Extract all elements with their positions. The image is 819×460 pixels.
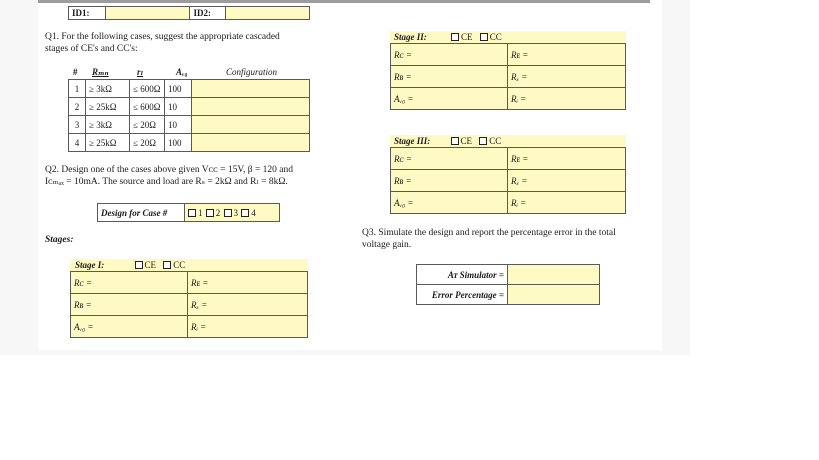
stage1-ce-checkbox[interactable]	[135, 261, 143, 269]
stage1-table	[70, 271, 308, 338]
case-4-label: 4	[251, 207, 256, 218]
stage1-title: Stage I:	[75, 259, 105, 270]
stage3-header	[390, 135, 626, 147]
id2-label: ID2:	[190, 7, 225, 20]
stage2-rx-field[interactable]	[508, 66, 626, 88]
q1-line1: Q1. For the following cases, suggest the appropriate cascaded	[45, 32, 280, 42]
stage2-ri-field[interactable]	[508, 88, 626, 110]
case-rin: ≥ 25kΩ	[86, 98, 130, 116]
stage2-rc-field[interactable]	[391, 44, 508, 66]
stage1-rb-field[interactable]	[71, 294, 188, 316]
case-rin: ≥ 3kΩ	[86, 80, 130, 98]
stage2-header	[390, 31, 626, 43]
case-num: 4	[69, 134, 86, 152]
rx-label: Rₓ =	[191, 299, 208, 310]
stage2-cc-checkbox[interactable]	[480, 33, 488, 41]
case-4-checkbox[interactable]	[241, 209, 249, 217]
stage1-header	[70, 259, 308, 271]
case-av: 10	[165, 116, 192, 134]
stages-heading: Stages:	[45, 235, 74, 245]
case-av: 100	[165, 80, 192, 98]
q1-line2: stages of CE's and CC's:	[45, 43, 138, 54]
stage3-rx-field[interactable]	[508, 170, 626, 192]
stage2-table	[390, 43, 626, 110]
header-rin: Rₘₙ	[92, 67, 109, 77]
header-configuration: Configuration	[226, 67, 278, 77]
case-av: 100	[165, 134, 192, 152]
stage2-ce-checkbox[interactable]	[451, 33, 459, 41]
stage2-re-field[interactable]	[508, 44, 626, 66]
q2-line1: Q2. Design one of the cases above given Vᴄᴄ = 15V, β = 120 and	[45, 165, 294, 175]
case-1-label: 1	[198, 207, 203, 218]
case-rin: ≥ 3kΩ	[86, 116, 130, 134]
ri-label: Rᵢ =	[191, 321, 207, 332]
case-rl: ≤ 600Ω	[130, 98, 165, 116]
q3-line1: Q3. Simulate the design and report the percentage error in the total	[362, 228, 616, 238]
rc-label: Rᴄ =	[394, 49, 412, 60]
header-rl: rₗ	[137, 67, 144, 77]
case-num: 1	[69, 80, 86, 98]
av-label: Aᵥ₀ =	[74, 321, 94, 332]
stage2-ce-label: CE	[461, 31, 473, 42]
stage3-table	[390, 147, 626, 214]
case-num: 3	[69, 116, 86, 134]
header-av: Aᵥ₀	[176, 67, 188, 77]
id-table	[68, 6, 310, 20]
stage1-rc-field[interactable]	[71, 272, 188, 294]
stage1-cc-checkbox[interactable]	[163, 261, 171, 269]
rc-label: Rᴄ =	[394, 153, 412, 164]
rb-label: Rʙ =	[74, 299, 92, 310]
stage3-cc-checkbox[interactable]	[479, 137, 487, 145]
stage3-ri-field[interactable]	[508, 192, 626, 214]
q1-text	[45, 32, 337, 55]
re-label: Rᴇ =	[191, 277, 209, 288]
id1-label: ID1:	[69, 7, 106, 20]
case-rl: ≤ 20Ω	[130, 116, 165, 134]
error-percentage-label: Error Percentage =	[417, 285, 508, 305]
q1-cases-table	[68, 79, 310, 152]
q2-line2: Iᴄₘₐₓ = 10mA. The source and load are Rₛ = 2kΩ and Rₗ = 8kΩ.	[45, 176, 288, 187]
case-row	[69, 134, 310, 152]
av-label: Aᵥ₀ =	[394, 197, 414, 208]
stage3-rb-field[interactable]	[391, 170, 508, 192]
av-simulator-label: Aᴛ Simulator =	[417, 265, 508, 285]
case-row	[69, 80, 310, 98]
ri-label: Rᵢ =	[511, 93, 527, 104]
re-label: Rᴇ =	[511, 49, 529, 60]
case-configuration-field[interactable]	[192, 134, 310, 152]
top-rule	[38, 0, 650, 3]
stage2-title: Stage II:	[394, 31, 427, 42]
design-case-label: Design for Case #	[98, 204, 185, 222]
stage1-cc-label: CC	[173, 259, 186, 270]
case-2-label: 2	[215, 207, 221, 218]
q3-results-table	[416, 264, 600, 305]
case-3-checkbox[interactable]	[224, 209, 232, 217]
rb-label: Rʙ =	[394, 71, 412, 82]
case-row	[69, 98, 310, 116]
stage1-ri-field[interactable]	[188, 316, 308, 338]
case-3-label: 3	[233, 207, 238, 218]
stage2-rb-field[interactable]	[391, 66, 508, 88]
error-percentage-field[interactable]	[508, 285, 600, 305]
stage2-av-field[interactable]	[391, 88, 508, 110]
ri-label: Rᵢ =	[511, 197, 527, 208]
case-1-checkbox[interactable]	[188, 209, 196, 217]
stage3-ce-checkbox[interactable]	[451, 137, 459, 145]
case-configuration-field[interactable]	[192, 80, 310, 98]
q3-line2: voltage gain.	[362, 239, 412, 250]
q3-text	[362, 228, 662, 251]
av-label: Aᵥ₀ =	[394, 93, 414, 104]
design-case-options	[185, 204, 280, 222]
case-rl: ≤ 20Ω	[130, 134, 165, 152]
stage3-av-field[interactable]	[391, 192, 508, 214]
rx-label: Rₓ =	[511, 175, 528, 186]
stage1-rx-field[interactable]	[188, 294, 308, 316]
stage3-cc-label: CC	[489, 135, 502, 146]
id2-field[interactable]	[225, 7, 309, 20]
stage1-re-field[interactable]	[188, 272, 308, 294]
re-label: Rᴇ =	[511, 153, 529, 164]
stage3-title: Stage III:	[394, 135, 431, 146]
case-2-checkbox[interactable]	[206, 209, 214, 217]
header-num: #	[73, 67, 78, 77]
case-row	[69, 116, 310, 134]
stage1-ce-label: CE	[144, 259, 157, 270]
rx-label: Rₓ =	[511, 71, 528, 82]
design-case-table	[97, 203, 280, 222]
id1-field[interactable]	[106, 7, 190, 20]
case-av: 10	[165, 98, 192, 116]
case-num: 2	[69, 98, 86, 116]
case-rl: ≤ 600Ω	[130, 80, 165, 98]
case-configuration-field[interactable]	[192, 116, 310, 134]
rb-label: Rʙ =	[394, 175, 412, 186]
stage3-ce-label: CE	[460, 135, 473, 146]
stage3-re-field[interactable]	[508, 148, 626, 170]
av-simulator-field[interactable]	[508, 265, 600, 285]
case-rin: ≥ 25kΩ	[86, 134, 130, 152]
case-configuration-field[interactable]	[192, 98, 310, 116]
stage3-rc-field[interactable]	[391, 148, 508, 170]
stage2-cc-label: CC	[489, 31, 502, 42]
q2-text	[45, 165, 337, 188]
stage1-av-field[interactable]	[71, 316, 188, 338]
rc-label: Rᴄ =	[74, 277, 92, 288]
